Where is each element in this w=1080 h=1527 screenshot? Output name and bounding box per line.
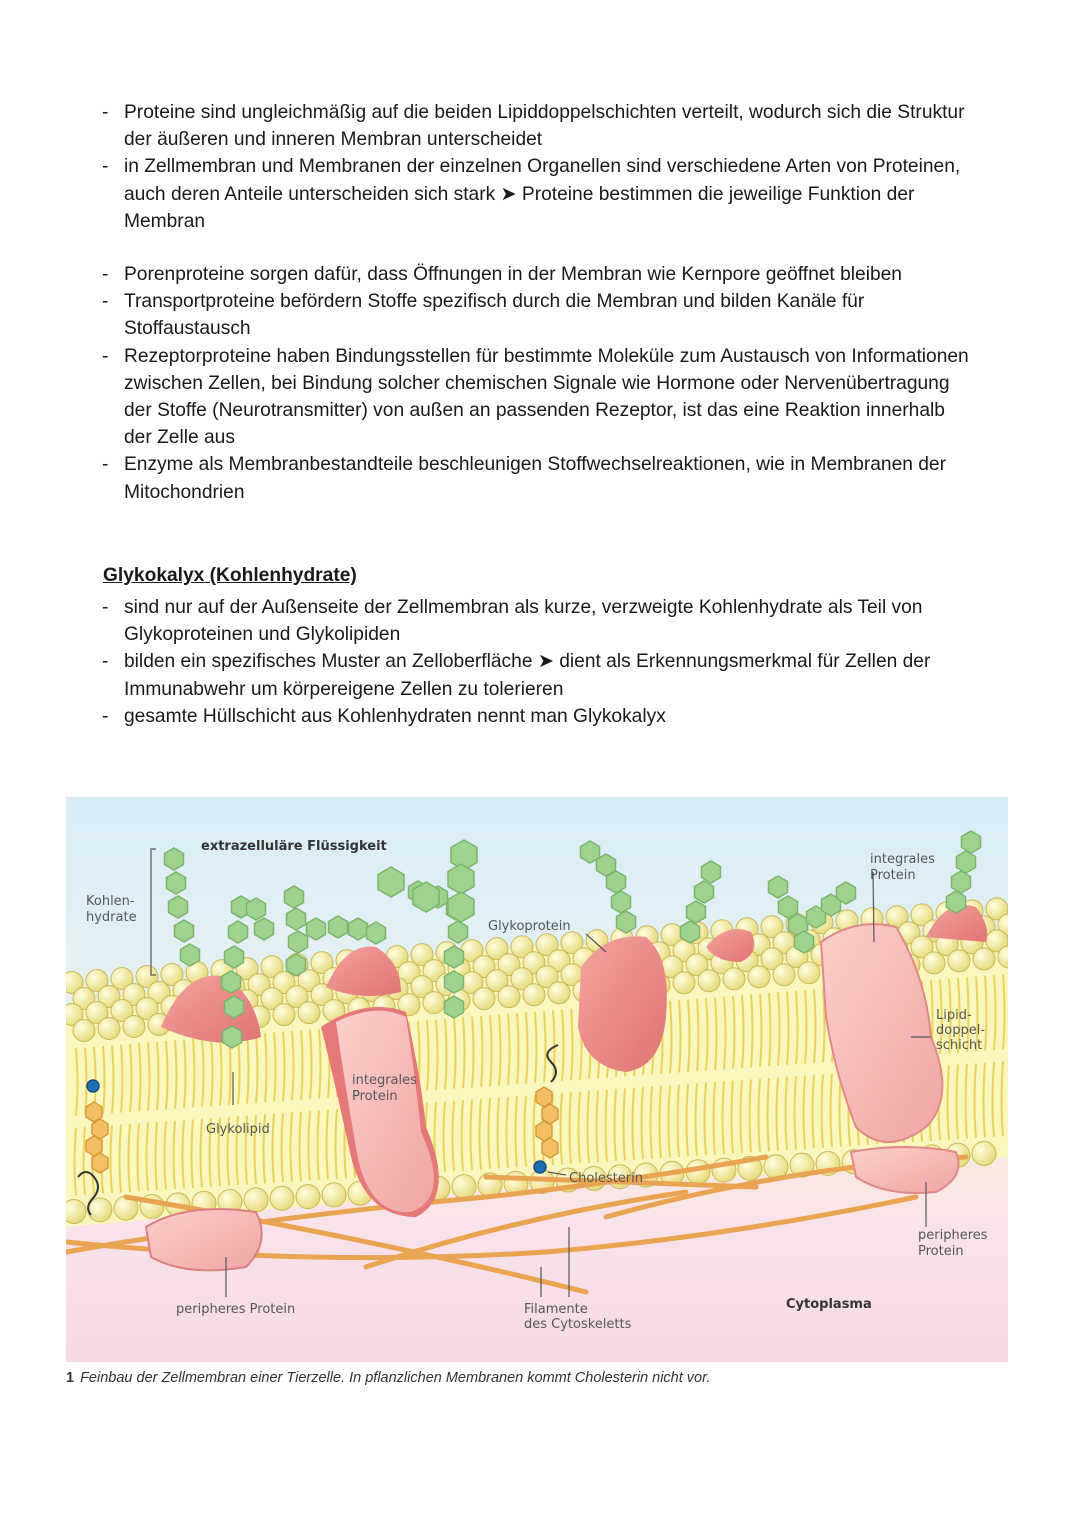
bullet-dash: - [102,651,109,673]
cell-membrane-diagram [66,797,1008,1362]
sugar-unit [169,896,188,918]
sugar-unit [962,831,981,853]
sugar-unit [687,901,706,923]
lipid-head [244,1188,268,1212]
lipid-head [698,970,720,992]
figure-caption [66,1370,710,1386]
sugar-unit [448,864,474,894]
lipid-head [322,1183,346,1207]
lipid-head [498,986,520,1008]
label-integral-top-2: Protein [870,868,916,883]
lipid-head [123,1016,145,1038]
lipid-head [452,1175,476,1199]
list-item: - Porenproteine sorgen dafür, dass Öffnungen in der Membran wie Kernpore geöffnet bleiben [0,261,1080,288]
sugar-unit [307,918,326,940]
label-lipid-2: doppel- [936,1023,986,1038]
bullet-dash: - [102,264,109,285]
list-item: - gesamte Hüllschicht aus Kohlenhydraten nennt man Glykokalyx [0,703,1080,730]
sugar-unit [285,886,304,908]
bullet-dash: - [102,597,109,618]
lipid-head [298,1002,320,1024]
label-cholesterol: Cholesterin [569,1171,643,1186]
sugar-unit [225,946,244,968]
sugar-unit [612,891,631,913]
protein-types-list [0,261,1080,506]
lipid-head [773,964,795,986]
label-lipid-1: Lipid- [936,1008,972,1023]
sugar-unit [349,918,368,940]
label-peripheral-right-1: peripheres [918,1228,988,1243]
section-title: Glykokalyx (Kohlenhydrate) [103,565,357,586]
label-glycolipid: Glykolipid [206,1122,270,1137]
lipid-head [723,968,745,990]
lipid-head [88,1198,112,1222]
label-peripheral-left: peripheres Protein [176,1302,296,1317]
lipid-head [748,966,770,988]
sugar-unit [378,867,404,897]
sugar-unit [607,871,626,893]
sugar-unit [225,996,244,1018]
sugar-unit [837,882,856,904]
label-extracellular: extrazelluläre Flüssigkeit [201,839,387,854]
lipid-head [972,1142,996,1166]
sugar-unit [445,971,464,993]
sugar-unit [449,921,468,943]
label-carbs-2: hydrate [86,910,137,925]
caption-number: 1 [66,1370,75,1386]
protein-distribution-list [0,99,1080,235]
lipid-head [270,1186,294,1210]
sugar-unit [769,876,788,898]
bullet-dash: - [102,156,109,178]
lipid-head [473,988,495,1010]
sugar-unit [695,881,714,903]
lipid-head [673,972,695,994]
sugar-unit [617,911,636,933]
sugar-unit [947,891,966,913]
sugar-unit [957,851,976,873]
list-item: - bilden ein spezifisches Muster an Zelloberfläche ➤ dient als Erkennungsmerkmal für Zellen der Immunabwehr um körpereigene Zellen zu tolerieren [0,648,1080,702]
lipid-head [73,1020,95,1042]
glycocalyx-list [0,594,1080,730]
sugar-unit [779,896,798,918]
sugar-unit [167,872,186,894]
sugar-unit [952,871,971,893]
lipid-head [66,1199,86,1223]
lipid-head [423,992,445,1014]
sugar-unit [702,861,721,883]
sugar-unit [222,971,241,993]
sugar-unit [181,944,200,966]
label-glycoprotein: Glykoprotein [488,919,571,934]
sugar-unit [681,921,700,943]
label-filaments-1: Filamente [524,1302,588,1317]
sugar-unit [247,898,266,920]
lipid-head [948,950,970,972]
lipid-head [98,1018,120,1040]
sugar-unit [329,916,348,938]
lipid-head [973,948,995,970]
sugar-unit [795,931,814,953]
label-integral-mid-1: integrales [352,1073,417,1088]
bullet-dash: - [102,705,109,727]
sugar-unit [289,931,308,953]
label-lipid-3: schicht [936,1038,983,1053]
caption-text: Feinbau der Zellmembran einer Tierzelle. In pflanzlichen Membranen kommt Cholesterin nicht vor. [80,1370,711,1386]
lipid-head [548,982,570,1004]
list-item: - Transportproteine befördern Stoffe spezifisch durch die Membran und bilden Kanäle für Stoffaustausch [0,288,1080,342]
sugar-unit [223,1026,242,1048]
list-item: - Enzyme als Membranbestandteile beschleunigen Stoffwechselreaktionen, wie in Membranen der Mitochondrien [0,451,1080,505]
bullet-dash: - [102,454,109,476]
lipid-head [523,984,545,1006]
list-item: - in Zellmembran und Membranen der einzelnen Organellen sind verschiedene Arten von Proteinen, auch deren Anteile unterscheiden sich stark ➤ Proteine bestimmen die jeweilige Funktion der Membran [0,153,1080,235]
label-filaments-2: des Cytoskeletts [524,1317,632,1332]
list-item: - sind nur auf der Außenseite der Zellmembran als kurze, verzweigte Kohlenhydrate als Teil von Glykoproteinen und Glykolipiden [0,594,1080,648]
sugar-unit [229,921,248,943]
bullet-dash: - [102,345,109,367]
sugar-unit [287,954,306,976]
bullet-dash: - [102,102,109,123]
glycoprotein [578,936,667,1072]
sugar-unit [287,908,306,930]
label-integral-top-1: integrales [870,852,935,867]
lipid-head [923,952,945,974]
sugar-unit [255,918,274,940]
lipid-head [296,1185,320,1209]
list-item: - Proteine sind ungleichmäßig auf die beiden Lipiddoppelschichten verteilt, wodurch sich die Struktur der äußeren und inneren Membran unterscheidet [0,99,1080,153]
lipid-head [798,962,820,984]
list-item: - Rezeptorproteine haben Bindungsstellen für bestimmte Moleküle zum Austausch von Informationen zwischen Zellen, bei Bindung solcher chemischen Signale wie Hormone oder Nervenübertragung der Stoffe (Neurotransmitter) von außen an passenden Rezeptor, ist das eine Reaktion innerhalb der Zelle aus [0,343,1080,452]
sugar-unit [445,996,464,1018]
sugar-unit [367,922,386,944]
label-carbs-1: Kohlen- [86,894,135,909]
sugar-unit [413,882,439,912]
label-cytoplasm: Cytoplasma [786,1297,872,1312]
sugar-unit [165,848,184,870]
protein-peripheral-left [146,1209,262,1270]
sugar-unit [448,892,474,922]
label-peripheral-right-2: Protein [918,1244,964,1259]
bullet-dash: - [102,291,109,313]
sugar-unit [175,920,194,942]
label-integral-mid-2: Protein [352,1089,398,1104]
lipid-head [273,1004,295,1026]
sugar-unit [445,946,464,968]
